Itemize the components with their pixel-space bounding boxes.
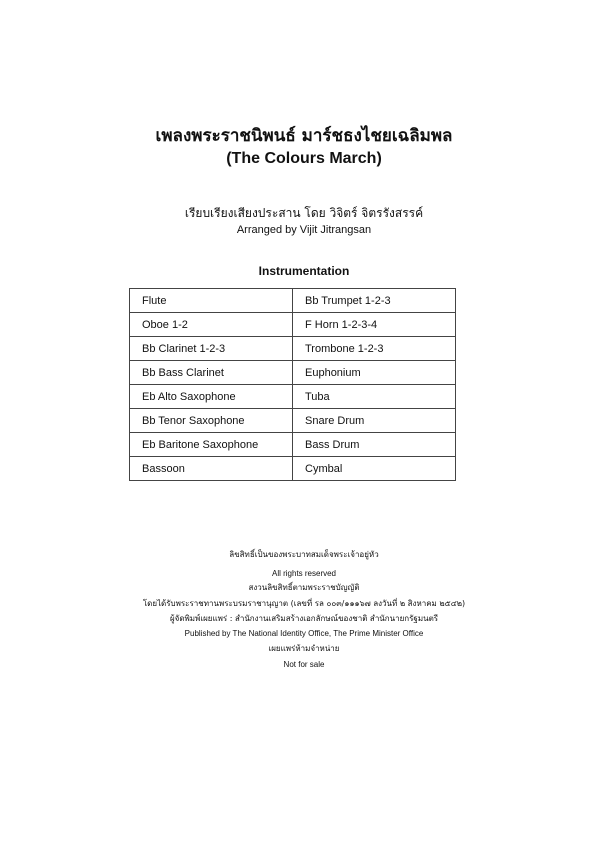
table-row <box>130 337 456 361</box>
publisher-notice-thai: ผู้จัดพิมพ์เผยแพร่ : สำนักงานเสริมสร้างเอกลักษณ์ของชาติ สำนักนายกรัฐมนตรี <box>169 614 439 623</box>
instrument-cell: Oboe 1-2 <box>130 313 293 337</box>
arranger-credit-english: Arranged by Vijit Jitrangsan <box>236 224 372 236</box>
not-for-sale-notice-thai: เผยแพร่ห้ามจำหน่าย <box>268 644 340 653</box>
instrument-cell: Tuba <box>293 385 456 409</box>
instrument-cell: Bb Bass Clarinet <box>130 361 293 385</box>
instrumentation-heading: Instrumentation <box>258 264 350 278</box>
copyright-act-notice-thai: สงวนลิขสิทธิ์ตามพระราชบัญญัติ <box>248 583 360 592</box>
instrument-cell: Euphonium <box>293 361 456 385</box>
table-row <box>130 385 456 409</box>
instrument-cell: Bass Drum <box>293 433 456 457</box>
instrument-cell: Bassoon <box>130 457 293 481</box>
table-row <box>130 313 456 337</box>
not-for-sale-notice-english: Not for sale <box>283 660 325 669</box>
copyright-notice-thai: ลิขสิทธิ์เป็นของพระบาทสมเด็จพระเจ้าอยู่หัว <box>229 550 379 559</box>
page-title-thai: เพลงพระราชนิพนธ์ มาร์ชธงไชยเฉลิมพล <box>155 126 453 146</box>
instrument-cell: Eb Baritone Saxophone <box>130 433 293 457</box>
arranger-credit-thai: เรียบเรียงเสียงประสาน โดย วิจิตร์ จิตรรังสรรค์ <box>184 206 424 220</box>
instrument-cell: Eb Alto Saxophone <box>130 385 293 409</box>
publisher-notice-english: Published by The National Identity Office, The Prime Minister Office <box>184 629 424 638</box>
table-row <box>130 361 456 385</box>
table-row <box>130 433 456 457</box>
table-row <box>130 289 456 313</box>
instrumentation-table <box>129 288 456 481</box>
page-title-english: (The Colours March) <box>226 150 382 167</box>
instrument-cell: Trombone 1-2-3 <box>293 337 456 361</box>
table-row <box>130 457 456 481</box>
table-row <box>130 409 456 433</box>
instrument-cell: Snare Drum <box>293 409 456 433</box>
instrument-cell: Bb Tenor Saxophone <box>130 409 293 433</box>
instrument-cell: Flute <box>130 289 293 313</box>
royal-permission-notice-thai: โดยได้รับพระราชทานพระบรมราชานุญาต (เลขที่ รล ๐๐๓/๑๑๑๖๗ ลงวันที่ ๒ สิงหาคม ๒๕๔๒) <box>142 599 466 608</box>
instrument-cell: Cymbal <box>293 457 456 481</box>
instrument-cell: Bb Clarinet 1-2-3 <box>130 337 293 361</box>
instrument-cell: Bb Trumpet 1-2-3 <box>293 289 456 313</box>
instrument-cell: F Horn 1-2-3-4 <box>293 313 456 337</box>
rights-reserved-notice: All rights reserved <box>271 569 337 578</box>
